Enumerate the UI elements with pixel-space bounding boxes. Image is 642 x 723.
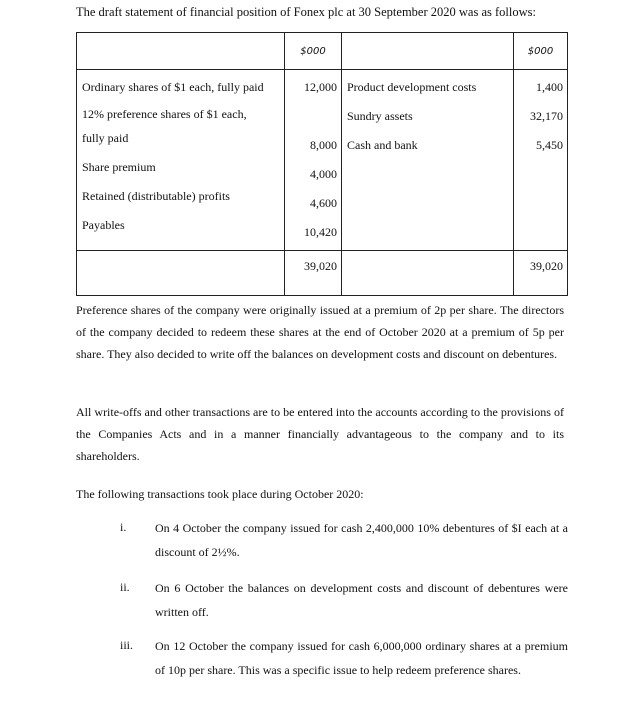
retained-profits-amount: 4,600	[310, 196, 337, 210]
table-body-row	[77, 70, 568, 251]
preference-shares-label-cont: fully paid	[82, 131, 129, 145]
cash-bank-amount: 5,450	[536, 138, 563, 152]
financial-position-table	[76, 32, 567, 290]
transaction-number: i.	[120, 520, 127, 534]
amount-header-left: $000	[285, 33, 342, 70]
liabilities-labels	[77, 70, 285, 251]
paragraph-writeoffs: All write-offs and other transactions are to be entered into the accounts according to the provisions of the Companies Acts and in a manner financially advantageous to the company and to its shareholders.	[76, 405, 564, 463]
payables-amount: 10,420	[304, 225, 337, 239]
paragraph-transactions-intro: The following transactions took place during October 2020:	[76, 487, 364, 501]
transaction-text: On 12 October the company issued for cash 6,000,000 ordinary shares at a premium of 10p per share. This was a specific issue to help redeem preference shares.	[155, 639, 568, 677]
share-premium-amount: 4,000	[310, 167, 337, 181]
table-header-row	[77, 33, 568, 70]
preference-shares-amount: 8,000	[310, 138, 337, 152]
total-blank-left	[77, 251, 285, 296]
total-blank-right	[342, 251, 514, 296]
amount-header-right: $000	[514, 33, 568, 70]
header-blank-left	[77, 33, 285, 70]
transaction-number: iii.	[120, 638, 134, 652]
retained-profits-label: Retained (distributable) profits	[82, 189, 230, 203]
share-premium-label: Share premium	[82, 160, 156, 174]
ordinary-shares-label: Ordinary shares of $1 each, fully paid	[82, 80, 264, 94]
liabilities-amounts	[285, 70, 342, 251]
intro-text: The draft statement of financial position of Fonex plc at 30 September 2020 was as follows:	[76, 5, 536, 19]
sundry-assets-amount: 32,170	[530, 109, 563, 123]
transaction-number: ii.	[120, 580, 130, 594]
sundry-assets-label: Sundry assets	[347, 109, 413, 123]
payables-label: Payables	[82, 218, 125, 232]
transaction-text: On 6 October the balances on development costs and discount of debentures were written off.	[155, 581, 568, 619]
assets-labels	[342, 70, 514, 251]
cash-bank-label: Cash and bank	[347, 138, 418, 152]
development-costs-amount: 1,400	[536, 80, 563, 94]
preference-shares-label: 12% preference shares of $1 each,	[82, 107, 247, 121]
total-left-amount: 39,020	[285, 251, 342, 296]
paragraph-redemption: Preference shares of the company were originally issued at a premium of 2p per share. The directors of the company decided to redeem these shares at the end of October 2020 at a premium of 5p per share. They also decided to write off the balances on development costs and discount on debentures.	[76, 303, 564, 361]
table-total-row	[77, 251, 568, 296]
transaction-text: On 4 October the company issued for cash 2,400,000 10% debentures of $I each at a discount of 2½%.	[155, 521, 568, 559]
ordinary-shares-amount: 12,000	[304, 80, 337, 94]
development-costs-label: Product development costs	[347, 80, 477, 94]
header-blank-right	[342, 33, 514, 70]
total-right-amount: 39,020	[514, 251, 568, 296]
assets-amounts	[514, 70, 568, 251]
